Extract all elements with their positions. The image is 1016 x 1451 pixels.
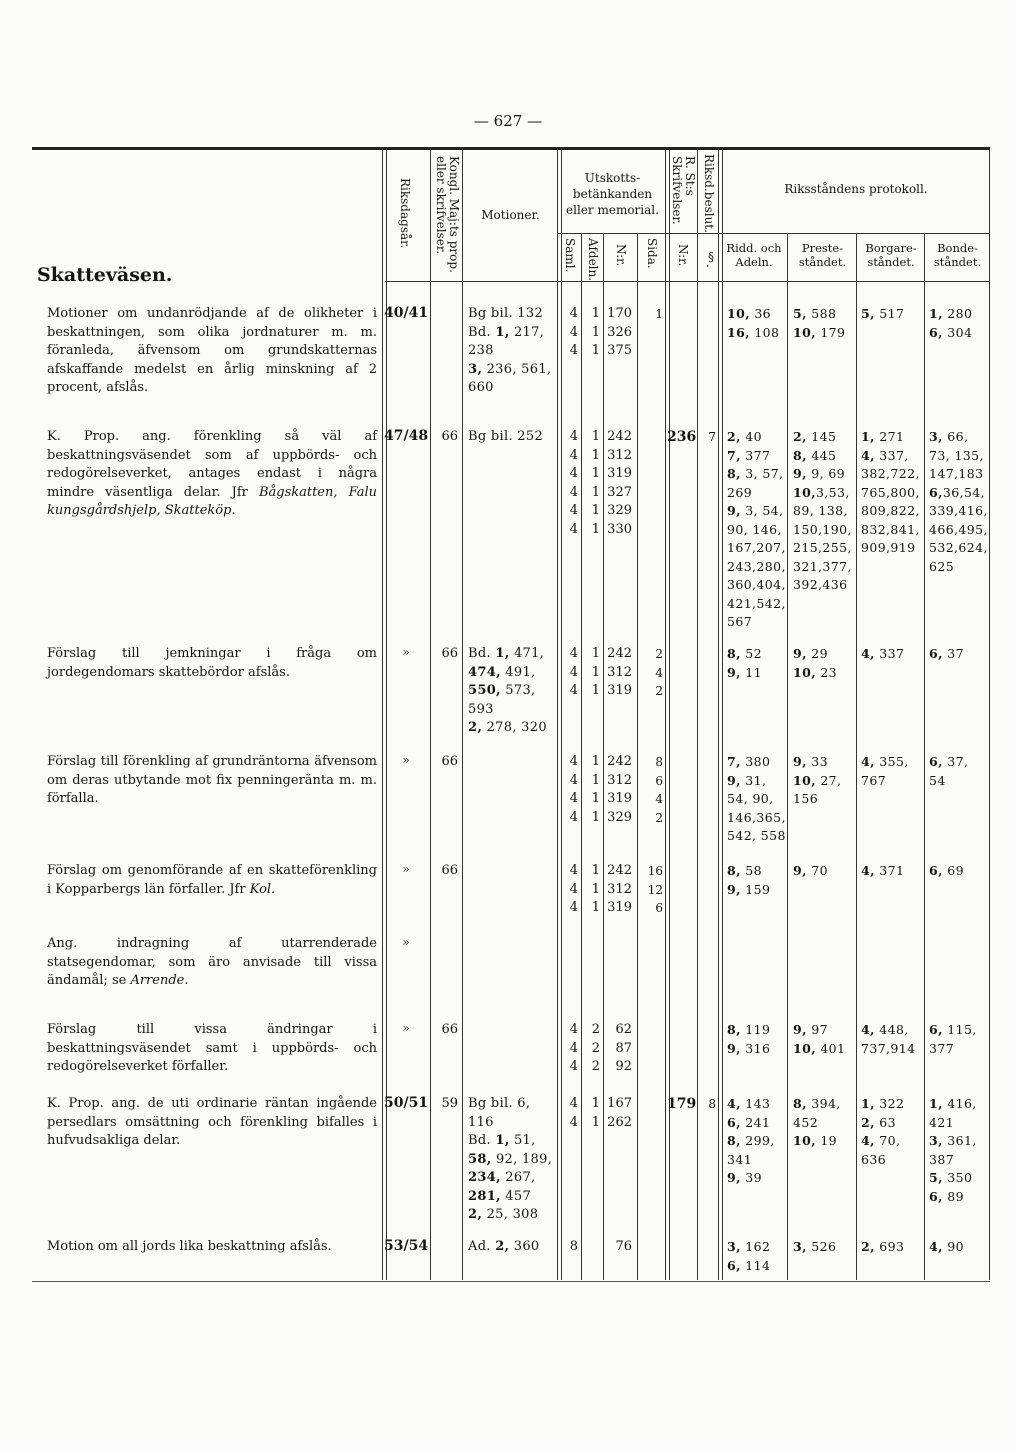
entry-ridd: 7, 380 9, 31, 54, 90, 146,365, 542, 558 (727, 754, 786, 843)
entry-saml: 4 4 4 4 (569, 754, 578, 825)
col-line (462, 150, 463, 1280)
header-bonde: Bonde- ståndet. (933, 241, 982, 269)
header-ridd: Ridd. och Adeln. (726, 241, 782, 269)
entry-sida: 2 4 2 (655, 647, 663, 698)
entry-nr: 242 312 319 327 329 330 (607, 429, 632, 537)
entry-kongl: 66 (441, 429, 458, 444)
header-nr: N:r. (614, 244, 628, 267)
entry-nr: 242 312 319 (607, 863, 632, 915)
entry-afdeln: 2 2 2 (591, 1022, 600, 1074)
entry-sida: 8 6 4 2 (655, 755, 663, 825)
entry-description: Förslag till jemkningar i fråga om jordegendomars skattebördor afslås. (47, 646, 377, 680)
entry-year: » (402, 1021, 410, 1035)
entry-afdeln: 1 1 1 (591, 306, 600, 358)
top-rule (32, 147, 990, 150)
header-saml: Saml. (563, 238, 577, 273)
entry-kongl: 66 (441, 646, 458, 661)
entry-nr: 76 (615, 1239, 632, 1254)
entry-motioner: Bg bil. 132 Bd. 1, 217, 238 3, 236, 561, 660 (468, 306, 552, 395)
header-prest: Preste- ståndet. (798, 241, 847, 269)
col-line (637, 233, 638, 1280)
entry-saml: 4 4 4 (569, 306, 578, 358)
entry-kongl: 66 (441, 754, 458, 769)
entry-prest: 9, 33 10, 27, 156 (793, 754, 842, 806)
header-utskott: Utskotts- betänkanden eller memorial. (566, 171, 659, 217)
col-line (989, 150, 990, 1280)
entry-description: Ang. indragning af utarrenderade statsegendomar, som äro anvisade till vissa ändamål; se Arrende. (47, 936, 377, 988)
entry-bonde: 6, 37, 54 (929, 754, 969, 788)
entry-borg: 4, 371 (861, 863, 905, 878)
entry-motioner: Ad. 2, 360 (468, 1239, 540, 1254)
entry-nr: 242 312 319 329 (607, 754, 632, 825)
entry-borg: 4, 448, 737,914 (861, 1022, 916, 1056)
header-rst-nr: N:r. (676, 244, 690, 267)
entry-bonde: 4, 90 (929, 1239, 964, 1254)
entry-motioner: Bg bil. 6, 116 Bd. 1, 51, 58, 92, 189, 234, 267, 281, 457 2, 25, 308 (468, 1096, 553, 1222)
col-line (718, 150, 723, 1280)
entry-description: K. Prop. ang. de uti ordinarie räntan ingående persedlars omsättning och förenkling bifalles i hufvudsakliga delar. (47, 1096, 377, 1148)
entry-borg: 4, 337 (861, 646, 905, 661)
entry-year: 47/48 (384, 428, 429, 444)
header-motioner: Motioner. (481, 208, 540, 222)
entry-nr: 167 262 (607, 1096, 632, 1130)
entry-borg: 4, 355, 767 (861, 754, 909, 788)
header-protokoll: Riksståndens protokoll. (784, 182, 928, 196)
entry-saml: 4 4 4 (569, 646, 578, 698)
entry-prest: 9, 70 (793, 863, 828, 878)
entry-nr: 62 87 92 (615, 1022, 632, 1074)
entry-year: » (402, 862, 410, 876)
header-borg: Borgare- ståndet. (865, 241, 917, 269)
entry-bonde: 1, 280 6, 304 (929, 306, 973, 340)
header-kongl: Kongl. Maj:ts prop. eller skrifvelser. (434, 156, 461, 273)
entry-afdeln: 1 1 1 1 (591, 754, 600, 825)
entry-year: » (402, 935, 410, 949)
entry-borg: 1, 322 2, 63 4, 70, 636 (861, 1096, 905, 1167)
entry-ridd: 4, 143 6, 241 8, 299, 341 9, 39 (727, 1096, 775, 1185)
entry-year: 53/54 (384, 1238, 429, 1254)
entry-borg: 5, 517 (861, 306, 905, 321)
entry-motioner: Bd. 1, 471, 474, 491, 550, 573, 593 2, 278, 320 (468, 646, 547, 735)
entry-bonde: 1, 416, 421 3, 361, 387 5, 350 6, 89 (929, 1096, 977, 1204)
bottom-rule (32, 1281, 990, 1282)
entry-afdeln: 1 1 1 (591, 863, 600, 915)
col-line (856, 233, 857, 1280)
entry-description: Motioner om undanrödjande af de olikheter i beskattningen, som olika jordnaturer m. m. föranleda, äfvensom om grundskatternas afskaffande medelst en årlig minskning af 2 procent, afslås. (47, 306, 377, 395)
entry-afdeln: 1 1 (591, 1096, 600, 1130)
entry-borg: 1, 271 4, 337, 382,722, 765,800, 809,822, 832,841, 909,919 (861, 429, 920, 555)
page-number: — 627 — (473, 112, 543, 130)
entry-nr: 170 326 375 (607, 306, 632, 358)
entry-description: Förslag om genomförande af en skatteförenkling i Kopparbergs län förfaller. Jfr Kol. (47, 863, 377, 897)
entry-bonde: 3, 66, 73, 135, 147,183 6,36,54, 339,416, 466,495, 532,624, 625 (929, 429, 988, 574)
entry-bonde: 6, 115, 377 (929, 1022, 977, 1056)
header-beslut: Riksd.beslut. (702, 154, 716, 233)
entry-description: Förslag till vissa ändringar i beskattningsväsendet samt i uppbörds- och redogörelseverket förfaller. (47, 1022, 377, 1074)
col-line (430, 150, 431, 1280)
entry-prest: 2, 145 8, 445 9, 9, 69 10,3,53, 89, 138, 150,190, 215,255, 321,377, 392,436 (793, 429, 852, 592)
entry-prest: 3, 526 (793, 1239, 837, 1254)
entry-beslut-par: 7 (708, 430, 716, 444)
col-line (787, 233, 788, 1280)
entry-ridd: 8, 52 9, 11 (727, 646, 762, 680)
entry-ridd: 8, 119 9, 316 (727, 1022, 771, 1056)
entry-afdeln: 1 1 1 (591, 646, 600, 698)
col-line (581, 233, 582, 1280)
entry-kongl: 66 (441, 1022, 458, 1037)
entry-prest: 8, 394, 452 10, 19 (793, 1096, 841, 1148)
header-riksdagsar: Riksdagsår. (398, 178, 412, 249)
entry-ridd: 8, 58 9, 159 (727, 863, 771, 897)
section-title: Skatteväsen. (37, 264, 173, 286)
entry-beslut-par: 8 (708, 1097, 716, 1111)
col-line (924, 233, 925, 1280)
entry-saml: 4 4 4 4 4 4 (569, 429, 578, 537)
entry-ridd: 10, 36 16, 108 (727, 306, 780, 340)
entry-borg: 2, 693 (861, 1239, 905, 1254)
entry-rst-nr: 236 (667, 429, 697, 445)
entry-description: Förslag till förenkling af grundräntorna äfvensom om deras utbytande mot fix penningeränta m. m. förfalla. (47, 754, 377, 806)
entry-kongl: 59 (441, 1096, 458, 1111)
header-rst: R. St:s Skrifvelser. (670, 156, 697, 225)
entry-ridd: 2, 40 7, 377 8, 3, 57, 269 9, 3, 54, 90, 146, 167,207, 243,280, 360,404, 421,542, 567 (727, 429, 786, 629)
entry-saml: 4 4 (569, 1096, 578, 1130)
entry-sida: 16 12 6 (647, 864, 663, 915)
entry-nr: 242 312 319 (607, 646, 632, 698)
entry-afdeln: 1 1 1 1 1 1 (591, 429, 600, 537)
entry-prest: 9, 29 10, 23 (793, 646, 838, 680)
entry-year: 50/51 (384, 1095, 429, 1111)
header-paragraph: §. (704, 250, 718, 268)
entry-sida: 1 (655, 307, 663, 321)
col-line (697, 150, 698, 1280)
entry-kongl: 66 (441, 863, 458, 878)
header-afdeln: Afdeln. (586, 238, 600, 282)
entry-description: K. Prop. ang. förenkling så väl af beskattningsväsendet som af uppbörds- och redogörelseverket, antages endast i några mindre väsentliga delar. Jfr Bågskatten, Falu kungsgårdshjelp, Skatteköp. (47, 429, 378, 518)
entry-prest: 5, 588 10, 179 (793, 306, 846, 340)
header-sida: Sida. (645, 238, 659, 269)
entry-saml: 8 (569, 1239, 578, 1254)
entry-bonde: 6, 69 (929, 863, 964, 878)
entry-description: Motion om all jords lika beskattning afslås. (47, 1239, 332, 1254)
entry-saml: 4 4 4 (569, 1022, 578, 1074)
entry-motioner: Bg bil. 252 (468, 429, 544, 444)
entry-year: » (402, 645, 410, 659)
entry-ridd: 3, 162 6, 114 (727, 1239, 771, 1273)
header-bottom-rule (385, 281, 990, 282)
entry-year: 40/41 (384, 305, 429, 321)
entry-bonde: 6, 37 (929, 646, 964, 661)
subheader-rule (558, 233, 990, 234)
entry-rst-nr: 179 (667, 1096, 697, 1112)
entry-year: » (402, 753, 410, 767)
entry-saml: 4 4 4 (569, 863, 578, 915)
entry-prest: 9, 97 10, 401 (793, 1022, 846, 1056)
